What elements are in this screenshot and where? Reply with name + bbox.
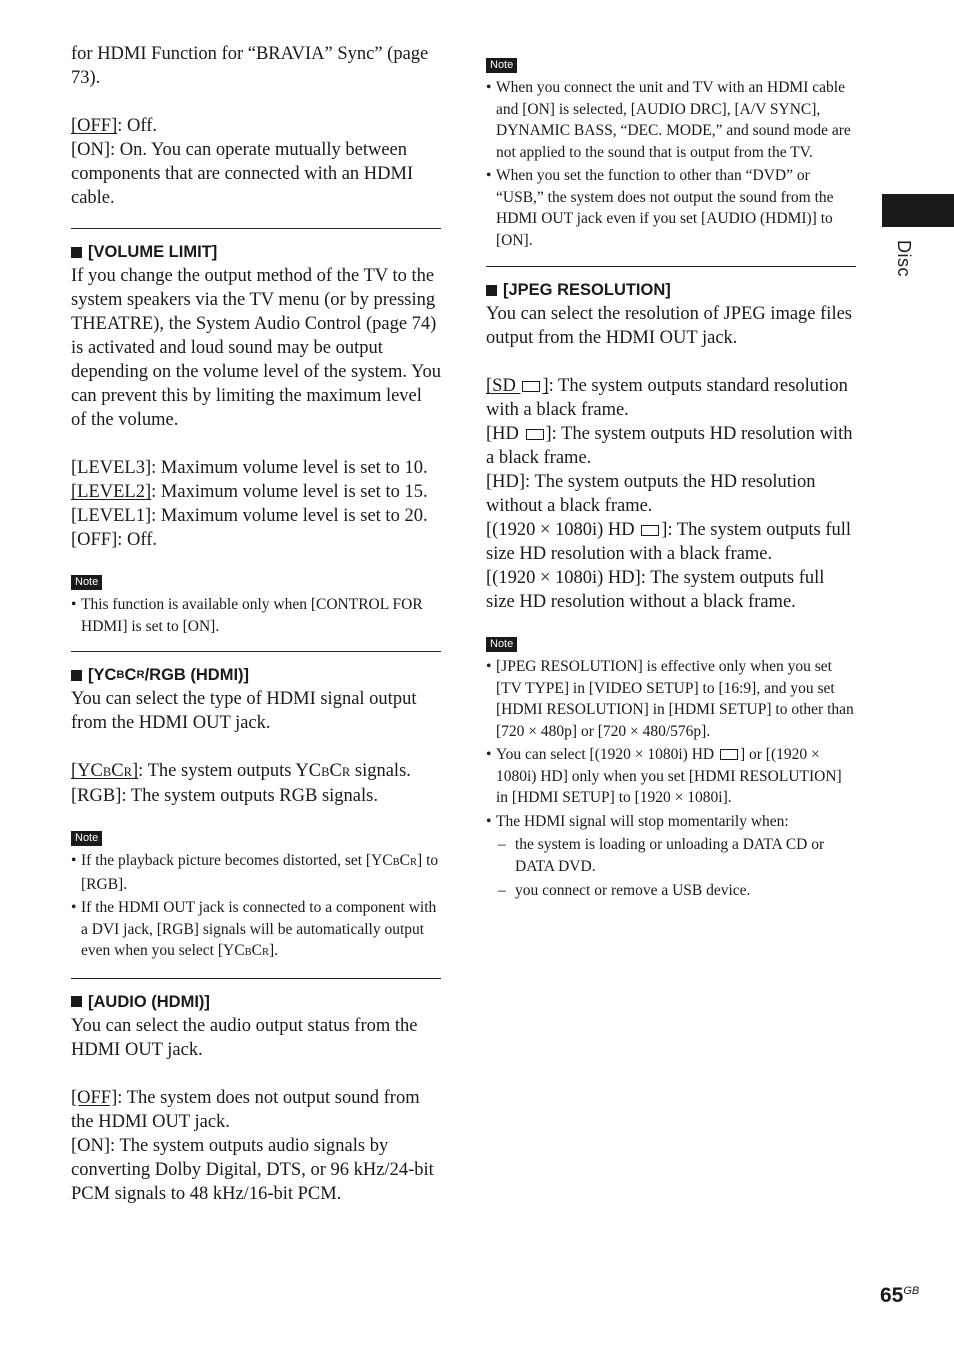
section-tab-marker (882, 194, 954, 227)
ycbcr-notes (71, 850, 441, 964)
audio-on-option: [ON]: The system outputs audio signals by converting Dolby Digital, DTS, or 96 kHz/24-bit PCM signals to 48 kHz/16-bit PCM. (71, 1135, 434, 1204)
level3-option: [LEVEL3]: Maximum volume level is set to 10. (71, 458, 428, 478)
dash-item: – you connect or remove a USB device. (486, 880, 856, 902)
full-hd-option: [(1920 × 1080i) HD]: The system outputs full size HD resolution without a black frame. (486, 568, 825, 612)
note-item: • If the playback picture becomes distorted, set [YCBCR] to [RGB]. (71, 850, 441, 895)
section-divider (71, 228, 441, 229)
page-number: $65^{GB}$ (880, 1284, 920, 1307)
hdmi-control-notes (486, 77, 856, 251)
volume-limit-body: If you change the output method of the TV to the system speakers via the TV menu (or by pressing THEATRE), the System Audio Control (page 74) is activated and loud sound may be output depending on the volume level of the system. You can prevent this by limiting the maximum level of the volume. (71, 266, 441, 430)
sd-frame-option: [SD ]: The system outputs standard resolution with a black frame. (486, 376, 848, 420)
default-marker: [SD ] (486, 376, 549, 396)
ycbcr-body: You can select the type of HDMI signal output from the HDMI OUT jack. (71, 689, 417, 733)
audio-hdmi-body: You can select the audio output status from the HDMI OUT jack. (71, 1015, 418, 1060)
note-label: Note (486, 637, 517, 652)
ycbcr-rgb-heading: [YC B C R /RGB (HDMI)] (71, 664, 441, 686)
right-column (486, 55, 856, 905)
note-item: • You can select [(1920 × 1080i) HD ] or [(1920 × 1080i) HD] only when you set [HDMI RESOLUTION] in [HDMI SETUP] to [1920 × 1080i]. (486, 744, 856, 809)
default-marker: [OFF] (71, 1087, 118, 1108)
level2-option: [LEVEL2]: Maximum volume level is set to 15. (71, 482, 428, 502)
square-bullet-icon (71, 247, 82, 258)
audio-hdmi-heading: [AUDIO (HDMI)] (71, 991, 441, 1013)
volume-limit-heading: [VOLUME LIMIT] (71, 241, 441, 263)
default-marker: [OFF] (71, 116, 118, 136)
volume-limit-notes (71, 594, 441, 637)
note-label: Note (486, 58, 517, 73)
volume-off-option: [OFF]: Off. (71, 530, 157, 550)
left-column (71, 42, 441, 1206)
note-item: • [JPEG RESOLUTION] is effective only when you set [TV TYPE] in [VIDEO SETUP] to [16:9], and you set [HDMI RESOLUTION] in [HDMI SETUP] to other than [720 × 480p] or [720 × 480/576p]. (486, 656, 856, 742)
hd-frame-option: [HD ]: The system outputs HD resolution with a black frame. (486, 424, 853, 468)
note-item: • The HDMI signal will stop momentarily when: (486, 811, 856, 833)
hdmi-stop-conditions (486, 834, 856, 902)
jpeg-notes (486, 656, 856, 832)
audio-off-option: [OFF]: The system does not output sound from the HDMI OUT jack. (71, 1087, 420, 1132)
frame-icon (522, 381, 540, 392)
note-item: • This function is available only when [CONTROL FOR HDMI] is set to [ON]. (71, 594, 441, 637)
default-marker: [YCBCR] (71, 761, 139, 781)
note-label: Note (71, 831, 102, 846)
jpeg-resolution-heading: [JPEG RESOLUTION] (486, 279, 856, 301)
note-label: Note (71, 575, 102, 590)
section-tab-label: Disc (894, 240, 914, 277)
square-bullet-icon (71, 996, 82, 1007)
intro-continuation: for HDMI Function for “BRAVIA” Sync” (page 73). (71, 44, 429, 88)
note-item: • When you set the function to other than “DVD” or “USB,” the system does not output the sound from the HDMI OUT jack even if you set [AUDIO (HDMI)] to [ON]. (486, 165, 856, 251)
frame-icon (720, 749, 738, 760)
level1-option: [LEVEL1]: Maximum volume level is set to 20. (71, 506, 428, 526)
frame-icon (526, 429, 544, 440)
ycbcr-option: [YCBCR]: The system outputs YCBCR signals. (71, 761, 411, 781)
section-divider (71, 651, 441, 652)
square-bullet-icon (486, 285, 497, 296)
full-hd-frame-option: [(1920 × 1080i) HD ]: The system outputs full size HD resolution with a black frame. (486, 520, 852, 564)
note-item: • If the HDMI OUT jack is connected to a component with a DVI jack, [RGB] signals will be automatically output even when you select [YCBCR]. (71, 897, 441, 964)
frame-icon (641, 525, 659, 536)
note-item: • When you connect the unit and TV with an HDMI cable and [ON] is selected, [AUDIO DRC], [A/V SYNC], DYNAMIC BASS, “DEC. MODE,” and sound mode are not applied to the sound that is output from the TV. (486, 77, 856, 163)
section-divider (71, 978, 441, 979)
jpeg-body: You can select the resolution of JPEG image files output from the HDMI OUT jack. (486, 304, 852, 348)
hd-option: [HD]: The system outputs the HD resolution without a black frame. (486, 472, 816, 516)
default-marker: [LEVEL2] (71, 482, 152, 502)
section-divider (486, 266, 856, 267)
intro-off-option: [OFF]: Off. (71, 116, 158, 136)
intro-on-option: [ON]: On. You can operate mutually between components that are connected with an HDMI cable. (71, 140, 414, 208)
dash-item: – the system is loading or unloading a DATA CD or DATA DVD. (486, 834, 856, 877)
rgb-option: [RGB]: The system outputs RGB signals. (71, 786, 378, 806)
square-bullet-icon (71, 670, 82, 681)
